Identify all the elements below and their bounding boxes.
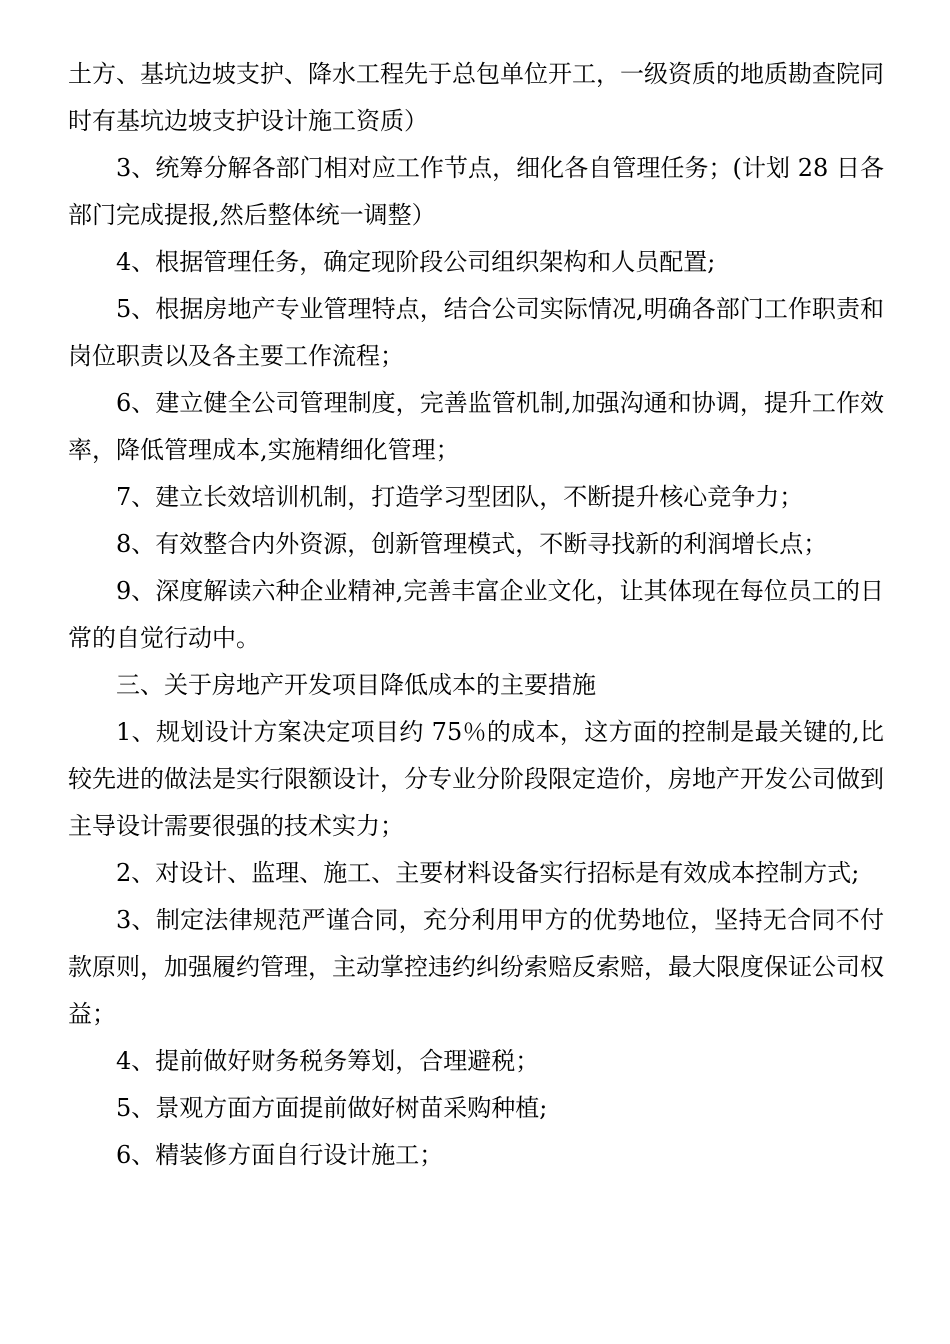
paragraph-item-9: 9、深度解读六种企业精神,完善丰富企业文化，让其体现在每位员工的日常的自觉行动中。	[68, 577, 884, 652]
paragraph-item-6: 6、建立健全公司管理制度，完善监管机制,加强沟通和协调，提升工作效率，降低管理成本,实施精细化管理；	[68, 389, 884, 464]
measure-item-4: 4、提前做好财务税务筹划，合理避税；	[116, 1047, 540, 1075]
measure-item-6: 6、精装修方面自行设计施工；	[116, 1141, 444, 1169]
paragraph-item-7: 7、建立长效培训机制，打造学习型团队，不断提升核心竞争力；	[116, 483, 804, 511]
paragraph-continuation: 土方、基坑边坡支护、降水工程先于总包单位开工，一级资质的地质勘查院同时有基坑边坡支护设计施工资质）	[68, 60, 884, 135]
paragraph-item-8: 8、有效整合内外资源，创新管理模式，不断寻找新的利润增长点；	[116, 530, 828, 558]
measure-item-1: 1、规划设计方案决定项目约 75％的成本，这方面的控制是最关键的,比较先进的做法是实行限额设计，分专业分阶段限定造价，房地产开发公司做到主导设计需要很强的技术实力；	[68, 718, 884, 840]
measure-item-5: 5、景观方面方面提前做好树苗采购种植;	[116, 1094, 548, 1122]
measure-item-2: 2、对设计、监理、施工、主要材料设备实行招标是有效成本控制方式;	[116, 859, 860, 887]
paragraph-item-3: 3、统筹分解各部门相对应工作节点，细化各自管理任务；(计划 28 日各部门完成提报,然后整体统一调整）	[68, 154, 884, 229]
paragraph-item-4: 4、根据管理任务，确定现阶段公司组织架构和人员配置;	[116, 248, 716, 276]
measure-item-3: 3、制定法律规范严谨合同，充分利用甲方的优势地位，坚持无合同不付款原则，加强履约管理，主动掌控违约纠纷索赔反索赔，最大限度保证公司权益；	[68, 906, 884, 1028]
paragraph-item-5: 5、根据房地产专业管理特点，结合公司实际情况,明确各部门工作职责和岗位职责以及各主要工作流程；	[68, 295, 884, 370]
document-body	[68, 51, 884, 1179]
section-heading: 三、关于房地产开发项目降低成本的主要措施	[116, 671, 596, 699]
